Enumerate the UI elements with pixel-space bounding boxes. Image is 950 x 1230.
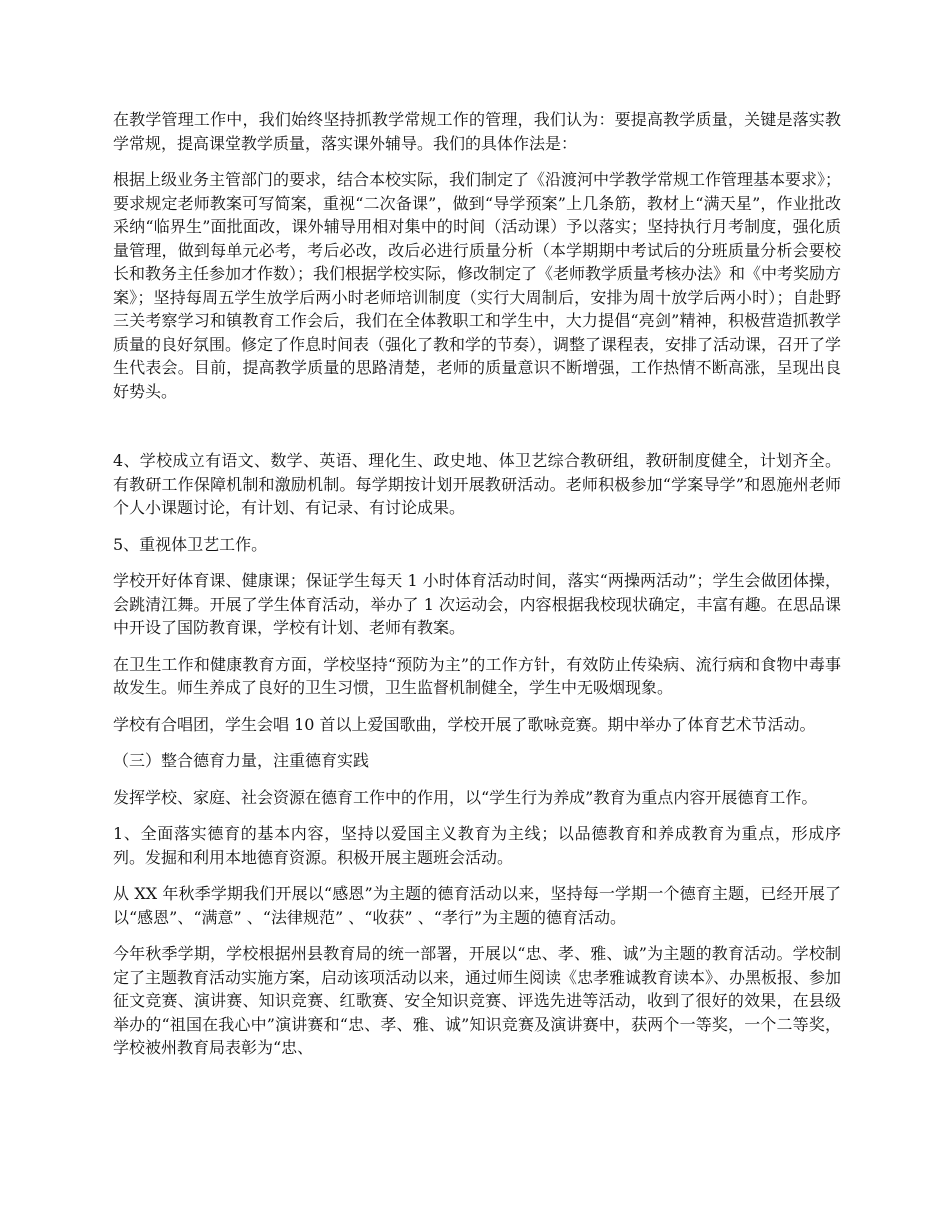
paragraph-moral-content: 1、全面落实德育的基本内容，坚持以爱国主义教育为主线；以品德教育和养成教育为重点，形成序列。发掘和利用本地德育资源。积极开展主题班会活动。 <box>113 824 841 867</box>
paragraph-moral-themes: 从 XX 年秋季学期我们开展以“感恩”为主题的德育活动以来，坚持每一学期一个德育主题，已经开展了以“感恩”、“满意” 、“法律规范” 、“收获” 、“孝行”为主题的德育活动。 <box>113 884 841 927</box>
paragraph-heading-moral-education: （三）整合德育力量，注重德育实践 <box>113 751 370 770</box>
paragraph-moral-resources: 发挥学校、家庭、社会资源在德育工作中的作用，以“学生行为养成”教育为重点内容开展德育工作。 <box>113 787 818 807</box>
paragraph-intro: 在教学管理工作中，我们始终坚持抓教学常规工作的管理，我们认为：要提高教学质量，关键是落实教学常规，提高课堂教学质量，落实课外辅导。我们的具体作法是： <box>113 110 841 153</box>
document-body <box>113 108 841 1073</box>
paragraph-teaching-routine: 根据上级业务主管部门的要求，结合本校实际，我们制定了《沿渡河中学教学常规工作管理基本要求》；要求规定老师教案可写简案，重视“二次备课”，做到“导学预案”上几条筋，教材上“满天星”，作业批改采纳“临界生”面批面改，课外辅导用相对集中的时间（活动课）予以落实；坚持执行月考制度，强化质量管理，做到每单元必考，考后必改，改后必进行质量分析（本学期期中考试后的分班质量分析会要校长和教务主任参加才作数）；我们根据学校实际，修改制定了《老师教学质量考核办法》和《中考奖励方案》；坚持每周五学生放学后两小时老师培训制度（实行大周制后，安排为周十放学后两小时）；自赴野三关考察学习和镇教育工作会后，我们在全体教职工和学生中，大力提倡“亮剑”精神，积极营造抓教学质量的良好氛围。修定了作息时间表（强化了教和学的节奏），调整了课程表，安排了活动课，召开了学生代表会。目前，提高教学质量的思路清楚，老师的质量意识不断增强，工作热情不断高涨，呈现出良好势头。 <box>113 170 842 401</box>
paragraph-research-groups: 4、学校成立有语文、数学、英语、理化生、政史地、体卫艺综合教研组，教研制度健全，计划齐全。有教研工作保障机制和激励机制。每学期按计划开展教研活动。老师积极参加“学案导学”和恩施州老师个人小课题讨论，有计划、有记录、有讨论成果。 <box>113 451 841 517</box>
paragraph-heading-sports-health-arts: 5、重视体卫艺工作。 <box>113 534 268 554</box>
paragraph-choir: 学校有合唱团，学生会唱 10 首以上爱国歌曲，学校开展了歌咏竞赛。期中举办了体育艺术节活动。 <box>113 714 816 734</box>
paragraph-autumn-activities: 今年秋季学期，学校根据州县教育局的统一部署，开展以“忠、孝、雅、诚”为主题的教育活动。学校制定了主题教育活动实施方案，启动该项活动以来，通过师生阅读《忠孝雅诚教育读本》、办黑板报、参加征文竞赛、演讲赛、知识竞赛、红歌赛、安全知识竞赛、评选先进等活动，收到了很好的效果，在县级举办的“祖国在我心中”演讲赛和“忠、孝、雅、诚”知识竞赛及演讲赛中，获两个一等奖，一个二等奖，学校被州教育局表彰为“忠、 <box>113 944 842 1057</box>
paragraph-sports: 学校开好体育课、健康课；保证学生每天 1 小时体育活动时间，落实“两操两活动”；学生会做团体操，会跳清江舞。开展了学生体育活动，举办了 1 次运动会，内容根据我校现状确定，丰富有趣。在思品课中开设了国防教育课，学校有计划、老师有教案。 <box>113 571 841 637</box>
paragraph-health: 在卫生工作和健康教育方面，学校坚持“预防为主”的工作方针，有效防止传染病、流行病和食物中毒事故发生。师生养成了良好的卫生习惯，卫生监督机制健全，学生中无吸烟现象。 <box>113 654 841 697</box>
